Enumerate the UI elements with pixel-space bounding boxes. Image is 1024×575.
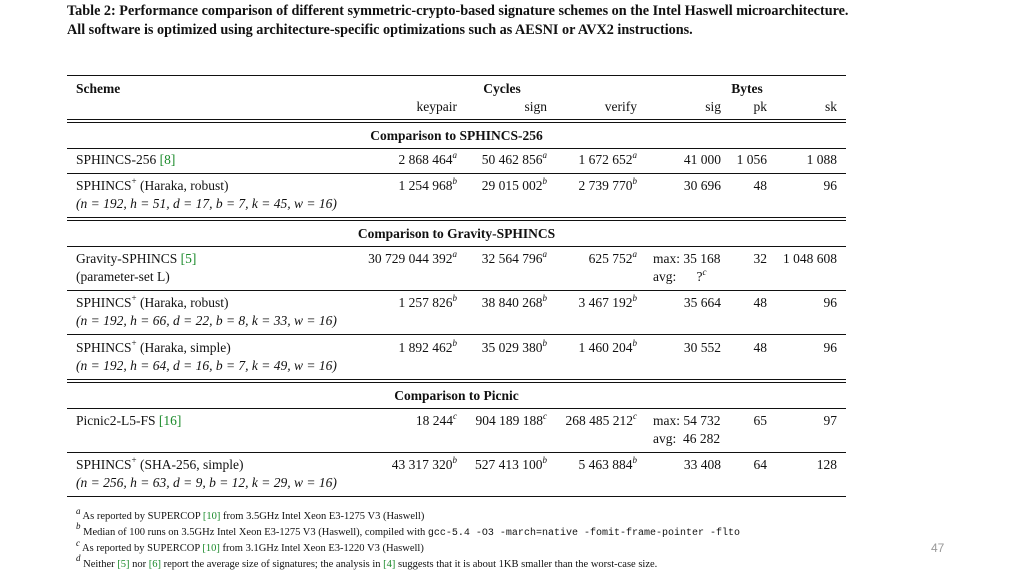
footnote-c: $^c$ As reported by SUPERCOP [10] from 3.1GHz Intel Xeon E3-1220 V3 (Haswell) [76,537,424,554]
scheme-params: (parameter-set L) [76,269,170,284]
scheme-name: SPHINCS+ (Haraka, robust) [76,292,229,310]
scheme-name: SPHINCS+ (Haraka, simple) [76,337,231,355]
sig-value: 30 552 [683,340,721,355]
sig-value: 33 408 [683,457,721,472]
header-pk: pk [753,99,767,114]
verify-value: 5 463 884$^b$ [578,454,637,472]
section-title: Comparison to Picnic [394,388,519,403]
pk-value: 48 [753,178,767,193]
verify-value: 2 739 770$^b$ [578,175,637,193]
scheme-name: SPHINCS+ (Haraka, robust) [76,175,229,193]
sig-avg-value: avg: ?$^c$ [653,266,707,284]
pk-value: 65 [753,413,767,428]
keypair-value: 30 729 044 392$^a$ [368,248,457,266]
table-caption: Table 2: Performance comparison of different symmetric-crypto-based signature schemes on the Intel Haswell microarchitecture. All software is optimized using architecture-specific optimizations such as AESNI or AVX2 instructions. [67,3,849,38]
section-title: Comparison to SPHINCS-256 [370,128,543,143]
footnote-a: $^a$ As reported by SUPERCOP [10] from 3.5GHz Intel Xeon E3-1275 V3 (Haswell) [76,505,425,522]
header-sign: sign [524,99,547,114]
sig-max-value: max: 54 732 [653,413,721,428]
sig-value: 35 664 [683,295,721,310]
header-sig: sig [705,99,721,114]
sig-max-value: max: 35 168 [653,251,721,266]
table-footnotes [76,505,740,572]
verify-value: 3 467 192$^b$ [578,292,637,310]
pk-value: 32 [753,251,767,266]
sig-avg-value: avg: 46 282 [653,431,721,446]
header-cycles: Cycles [483,81,521,96]
sig-value: 41 000 [683,152,721,167]
keypair-value: 43 317 320$^b$ [391,454,457,472]
sk-value: 128 [816,457,837,472]
keypair-value: 1 254 968$^b$ [398,175,457,193]
scheme-name: Picnic2-L5-FS [16] [76,413,182,428]
keypair-value: 18 244$^c$ [415,410,457,428]
scheme-params: (n = 192, h = 51, d = 17, b = 7, k = 45, w = 16) [76,196,337,211]
header-sk: sk [824,99,837,114]
scheme-params: (n = 256, h = 63, d = 9, b = 12, k = 29, w = 16) [76,475,337,490]
footnote-b: $^b$ Median of 100 runs on 3.5GHz Intel Xeon E3-1275 V3 (Haswell), compiled with gcc-5.4 -O3 -march=native -fomit-frame-pointer -flto [76,521,740,539]
sk-value: 97 [823,413,837,428]
pk-value: 1 056 [736,152,767,167]
section-title: Comparison to Gravity-SPHINCS [357,226,556,241]
pk-value: 48 [753,295,767,310]
sig-value: 30 696 [683,178,721,193]
scheme-name: SPHINCS+ (SHA-256, simple) [76,454,244,472]
pk-value: 48 [753,340,767,355]
sk-value: 96 [823,295,837,310]
scheme-params: (n = 192, h = 64, d = 16, b = 7, k = 49, w = 16) [76,358,337,373]
scheme-name: Gravity-SPHINCS [5] [76,251,197,266]
footnote-d: $^d$ Neither [5] nor [6] report the average size of signatures; the analysis in [4] suggests that it is about 1KB smaller than the worst-case size. [76,553,658,570]
header-bytes: Bytes [731,81,763,96]
header-keypair: keypair [416,99,457,114]
verify-value: 1 460 204$^b$ [578,337,637,355]
sign-value: 38 840 268$^b$ [481,292,547,310]
sk-value: 1 048 608 [783,251,837,266]
scheme-name: SPHINCS-256 [8] [76,152,176,167]
sign-value: 35 029 380$^b$ [481,337,547,355]
scheme-params: (n = 192, h = 66, d = 22, b = 8, k = 33, w = 16) [76,313,337,328]
sign-value: 50 462 856$^a$ [481,149,547,167]
verify-value: 268 485 212$^c$ [565,410,637,428]
header-verify: verify [604,99,637,114]
verify-value: 625 752$^a$ [588,248,637,266]
sk-value: 96 [823,178,837,193]
sign-value: 527 413 100$^b$ [475,454,547,472]
keypair-value: 1 257 826$^b$ [398,292,457,310]
sign-value: 29 015 002$^b$ [481,175,547,193]
page-number: 47 [931,541,945,555]
verify-value: 1 672 652$^a$ [578,149,637,167]
sign-value: 904 189 188$^c$ [475,410,547,428]
keypair-value: 1 892 462$^b$ [398,337,457,355]
sk-value: 96 [823,340,837,355]
pk-value: 64 [753,457,767,472]
header-scheme: Scheme [76,81,121,96]
keypair-value: 2 868 464$^a$ [398,149,457,167]
sk-value: 1 088 [806,152,837,167]
sign-value: 32 564 796$^a$ [481,248,547,266]
